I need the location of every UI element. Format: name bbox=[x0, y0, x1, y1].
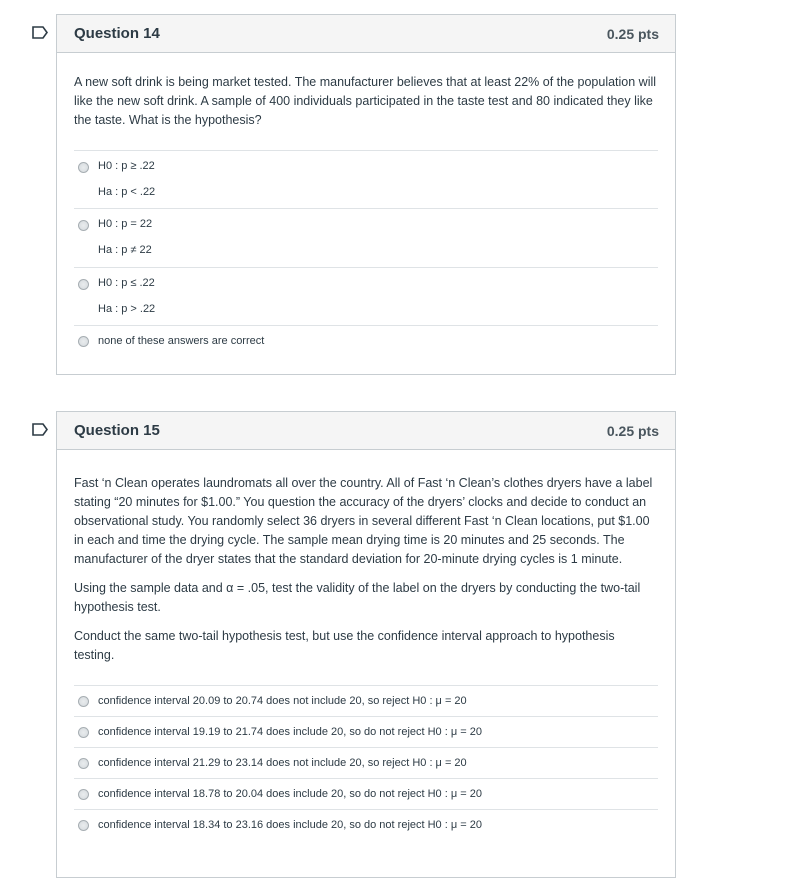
radio-button[interactable] bbox=[78, 220, 89, 231]
answer-text: confidence interval 20.09 to 20.74 does not include 20, so reject H0 : μ = 20 bbox=[98, 695, 467, 707]
question-points: 0.25 pts bbox=[606, 422, 659, 439]
radio-button[interactable] bbox=[78, 758, 89, 769]
answer-h0: H0 : p = 22 bbox=[98, 218, 153, 230]
answer-option-1[interactable] bbox=[74, 686, 658, 717]
question-15-card bbox=[56, 411, 676, 878]
answer-text: confidence interval 18.78 to 20.04 does include 20, so do not reject H0 : μ = 20 bbox=[98, 788, 482, 800]
answer-option-4[interactable] bbox=[74, 326, 658, 354]
bookmark-flag-icon[interactable] bbox=[32, 26, 48, 39]
question-title: Question 15 bbox=[74, 422, 160, 439]
answer-text: confidence interval 18.34 to 23.16 does include 20, so do not reject H0 : μ = 20 bbox=[98, 819, 482, 831]
question-text bbox=[74, 73, 658, 130]
answer-text: confidence interval 21.29 to 23.14 does not include 20, so reject H0 : μ = 20 bbox=[98, 757, 467, 769]
answer-list bbox=[74, 685, 658, 840]
answer-option-3[interactable] bbox=[74, 748, 658, 779]
answer-option-3[interactable] bbox=[74, 268, 658, 326]
answer-option-5[interactable] bbox=[74, 810, 658, 840]
question-points: 0.25 pts bbox=[606, 25, 659, 42]
question-text bbox=[74, 474, 658, 665]
question-title: Question 14 bbox=[74, 25, 160, 42]
answer-ha: Ha : p ≠ 22 bbox=[98, 244, 152, 256]
radio-button[interactable] bbox=[78, 789, 89, 800]
answer-option-2[interactable] bbox=[74, 717, 658, 748]
bookmark-flag-icon[interactable] bbox=[32, 423, 48, 436]
answer-h0: H0 : p ≤ .22 bbox=[98, 277, 155, 289]
question-paragraph: Using the sample data and α = .05, test the validity of the label on the dryers by conducting the two-tail hypothesis test. bbox=[74, 581, 641, 614]
question-paragraph: Fast ‘n Clean operates laundromats all over the country. All of Fast ‘n Clean’s clothes dryers have a label stating “20 minutes for $1.00.” You question the accuracy of the dryers’ clocks and decide to conduct an observational study. You randomly select 36 dryers in several different Fast ‘n Clean locations, put $1.00 in each and time the drying cycle. The sample mean drying time is 20 minutes and 25 seconds. The manufacturer of the dryer states that the standard deviation for 20-minute drying cycles is 1 minute. bbox=[74, 476, 653, 566]
question-15-header bbox=[57, 412, 675, 450]
answer-h0: H0 : p ≥ .22 bbox=[98, 160, 155, 172]
answer-ha: Ha : p < .22 bbox=[98, 186, 156, 198]
radio-button[interactable] bbox=[78, 279, 89, 290]
question-paragraph: Conduct the same two-tail hypothesis test, but use the confidence interval approach to hypothesis testing. bbox=[74, 629, 615, 662]
answer-list bbox=[74, 150, 658, 354]
question-14-header bbox=[57, 15, 675, 53]
answer-ha: Ha : p > .22 bbox=[98, 303, 156, 315]
answer-option-2[interactable] bbox=[74, 209, 658, 268]
answer-option-4[interactable] bbox=[74, 779, 658, 810]
radio-button[interactable] bbox=[78, 696, 89, 707]
radio-button[interactable] bbox=[78, 336, 89, 347]
radio-button[interactable] bbox=[78, 162, 89, 173]
radio-button[interactable] bbox=[78, 727, 89, 738]
question-paragraph: A new soft drink is being market tested. The manufacturer believes that at least 22% of the population will like the new soft drink. A sample of 400 individuals participated in the taste test and 80 indicated they like the taste. What is the hypothesis? bbox=[74, 75, 657, 127]
answer-option-1[interactable] bbox=[74, 151, 658, 209]
answer-text: confidence interval 19.19 to 21.74 does include 20, so do not reject H0 : μ = 20 bbox=[98, 726, 482, 738]
question-14-card bbox=[56, 14, 676, 375]
radio-button[interactable] bbox=[78, 820, 89, 831]
answer-text: none of these answers are correct bbox=[98, 335, 265, 347]
